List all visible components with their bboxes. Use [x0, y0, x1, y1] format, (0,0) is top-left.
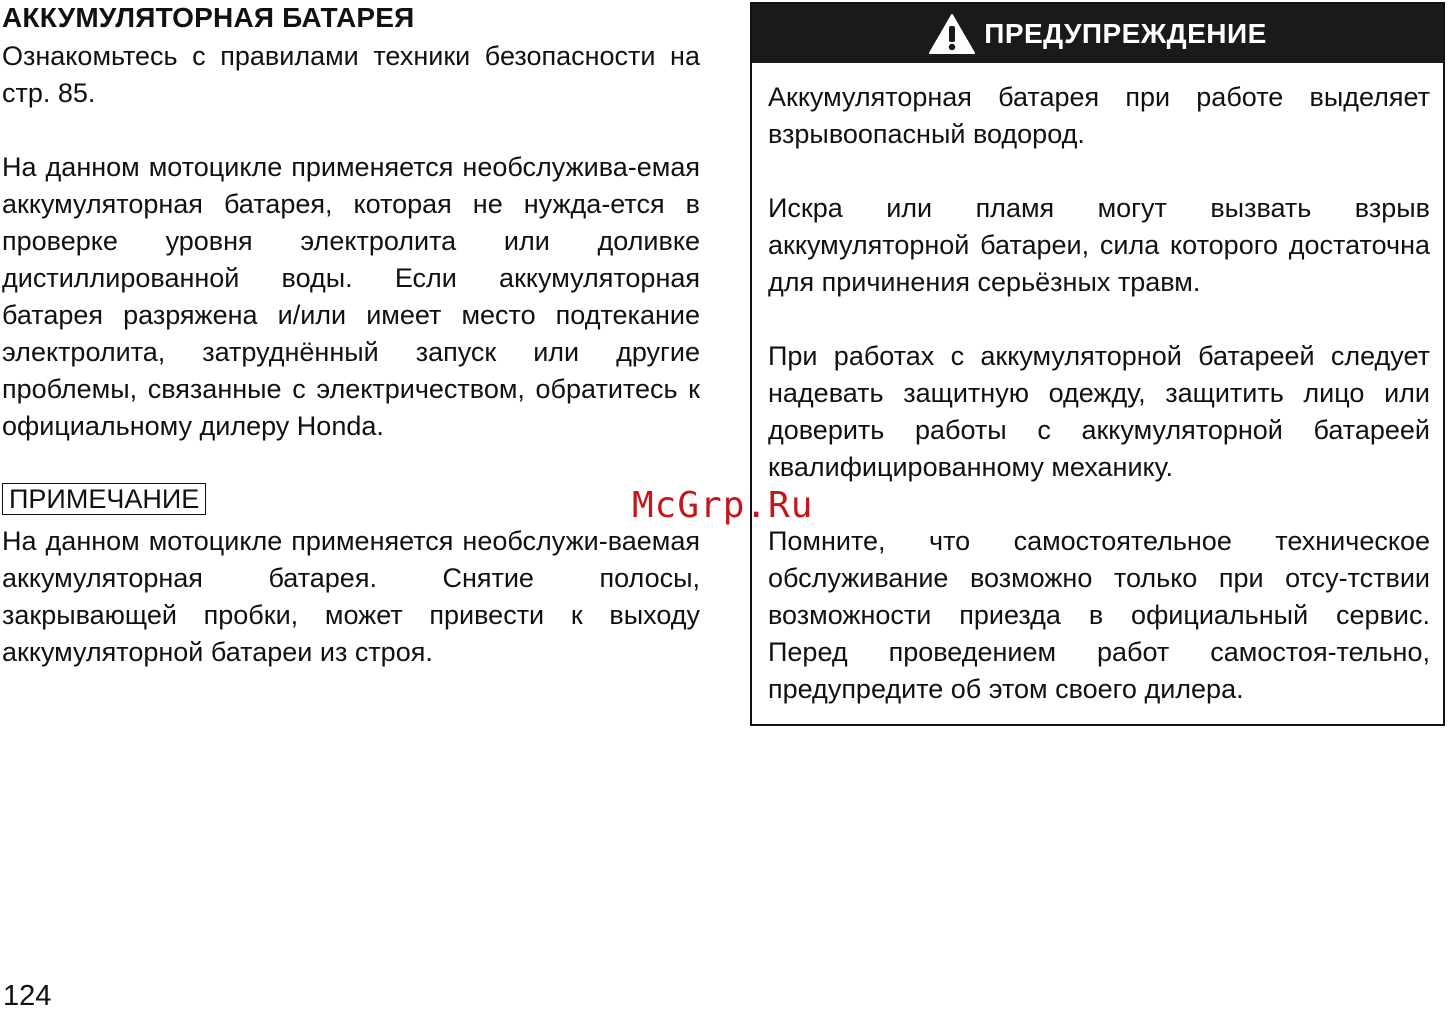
section-title: АККУМУЛЯТОРНАЯ БАТАРЕЯ — [2, 2, 415, 33]
page-number: 124 — [3, 980, 52, 1012]
warning-box — [750, 2, 1445, 726]
warning-paragraph: Помните, что самостоятельное техническое обслуживание возможно только при отсу-тствии возможности приезда в официальный сервис. Перед проведением работ самостоя-тельно, предупредите об этом своего дилера. — [768, 526, 1430, 704]
warning-triangle-icon — [928, 13, 976, 55]
note-text: На данном мотоцикле применяется необслужи-ваемая аккумуляторная батарея. Снятие полосы, закрывающей пробки, может привести к выходу аккумуляторной батареи из строя. — [2, 526, 700, 667]
warning-title: ПРЕДУПРЕЖДЕНИЕ — [984, 17, 1267, 49]
warning-paragraph: Аккумуляторная батарея при работе выделяет взрывоопасный водород. — [768, 82, 1430, 149]
warning-header — [752, 4, 1443, 63]
warning-paragraph: Искра или пламя могут вызвать взрыв аккумуляторной батареи, сила которого достаточна для причинения серьёзных травм. — [768, 193, 1430, 297]
battery-description: На данном мотоцикле применяется необслужива-емая аккумуляторная батарея, которая не нужда-ется в проверке уровня электролита или доливке дистиллированной воды. Если аккумуляторная батарея разряжена и/или имеет место подтекание электролита, затруднённый запуск или другие проблемы, связанные с электричеством, обратитесь к официальному дилеру Honda. — [2, 152, 700, 441]
note-label: ПРИМЕЧАНИЕ — [2, 483, 206, 515]
left-column — [2, 0, 700, 671]
safety-reference-text: Ознакомьтесь с правилами техники безопасности на стр. 85. — [2, 41, 700, 108]
warning-paragraph: При работах с аккумуляторной батареей следует надевать защитную одежду, защитить лицо или доверить работы с аккумуляторной батареей квалифицированному механику. — [768, 341, 1430, 482]
warning-body — [752, 63, 1443, 708]
watermark-text: McGrp.Ru — [632, 485, 814, 526]
